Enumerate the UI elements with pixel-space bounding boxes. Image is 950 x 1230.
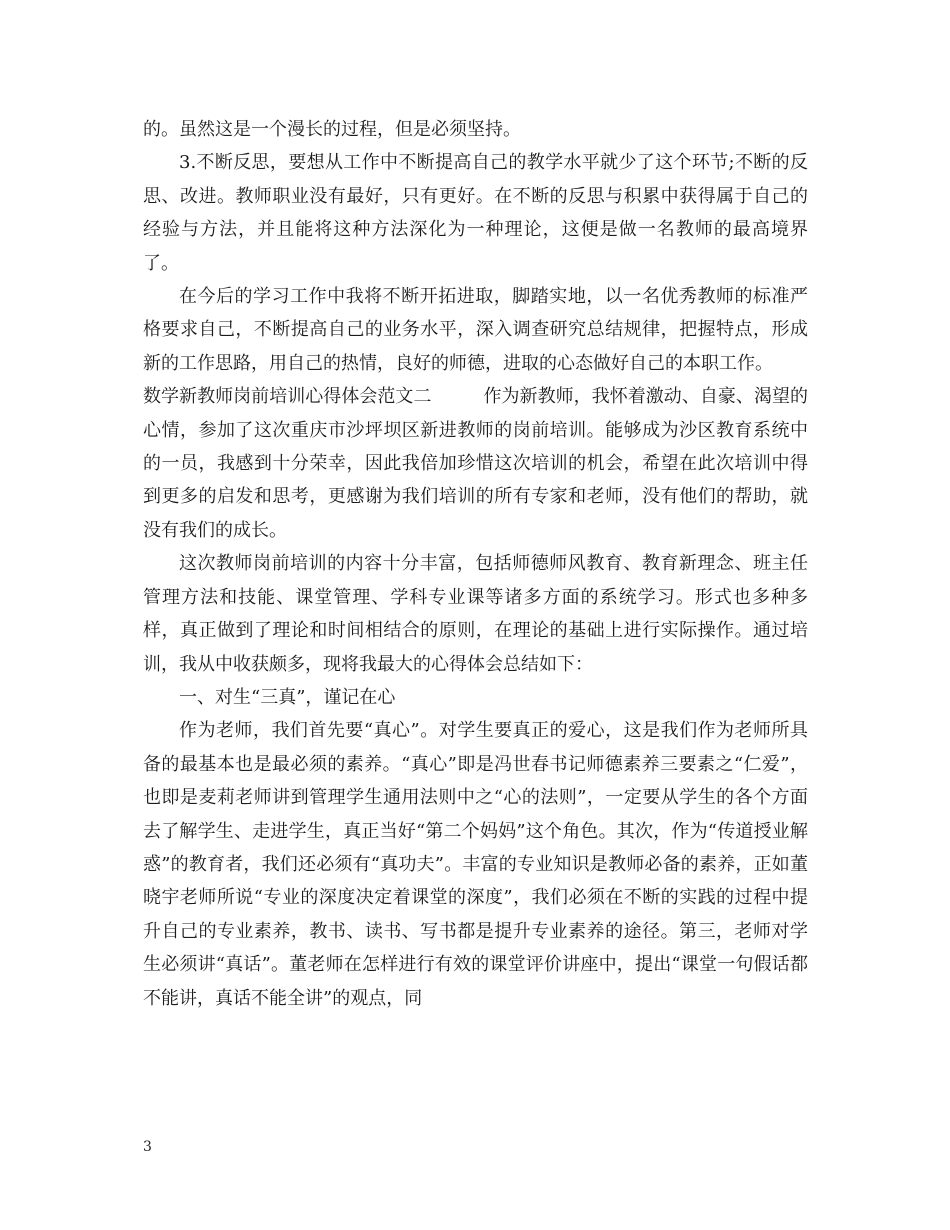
paragraph-true-heart: 作为老师，我们首先要“真心”。对学生要真正的爱心，这是我们作为老师所具备的最基本也是最必须的素养。“真心”即是冯世春书记师德素养三要素之“仁爱”，也即是麦莉老师讲到管理学生通用法则中之“心的法则”，一定要从学生的各个方面去了解学生、走进学生，真正当好“第二个妈妈”这个角色。其次，作为“传道授业解惑”的教育者，我们还必须有“真功夫”。丰富的专业知识是教师必备的素养，正如董晓宇老师所说“专业的深度决定着课堂的深度”，我们必须在不断的实践的过程中提升自己的专业素养，教书、读书、写书都是提升专业素养的途径。第三，老师对学生必须讲“真话”。董老师在怎样进行有效的课堂评价讲座中，提出“课堂一句假话都不能讲，真话不能全讲”的观点，同 <box>143 720 808 1009</box>
paragraph-section-two <box>143 380 808 547</box>
document-body <box>143 113 808 1015</box>
paragraph-future-work: 在今后的学习工作中我将不断开拓进取，脚踏实地，以一名优秀教师的标准严格要求自己，不断提高自己的业务水平，深入调查研究总结规律，把握特点，形成新的工作思路，用自己的热情，良好的师德，进取的心态做好自己的本职工作。 <box>143 286 808 374</box>
subheading-three-truths: 一、对生“三真”，谨记在心 <box>179 686 396 708</box>
section-title: 数学新教师岗前培训心得体会范文二 <box>143 386 432 408</box>
page-number: 3 <box>143 1139 152 1155</box>
section-intro: 作为新教师，我怀着激动、自豪、渴望的心情，参加了这次重庆市沙坪坝区新进教师的岗前培训。能够成为沙区教育系统中的一员，我感到十分荣幸，因此我倍加珍惜这次培训的机会，希望在此次培训中得到更多的启发和思考，更感谢为我们培训的所有专家和老师，没有他们的帮助，就没有我们的成长。 <box>143 386 808 541</box>
paragraph-training-content: 这次教师岗前培训的内容十分丰富，包括师德师风教育、教育新理念、班主任管理方法和技能、课堂管理、学科专业课等诸多方面的系统学习。形式也多种多样，真正做到了理论和时间相结合的原则，在理论的基础上进行实际操作。通过培训，我从中收获颇多，现将我最大的心得体会总结如下： <box>143 553 808 675</box>
paragraph-continuation: 的。虽然这是一个漫长的过程，但是必须坚持。 <box>143 119 521 140</box>
paragraph-reflection: 3.不断反思，要想从工作中不断提高自己的教学水平就少了这个环节;不断的反思、改进。教师职业没有最好，只有更好。在不断的反思与积累中获得属于自己的经验与方法，并且能将这种方法深化为一种理论，这便是做一名教师的最高境界了。 <box>143 152 808 274</box>
